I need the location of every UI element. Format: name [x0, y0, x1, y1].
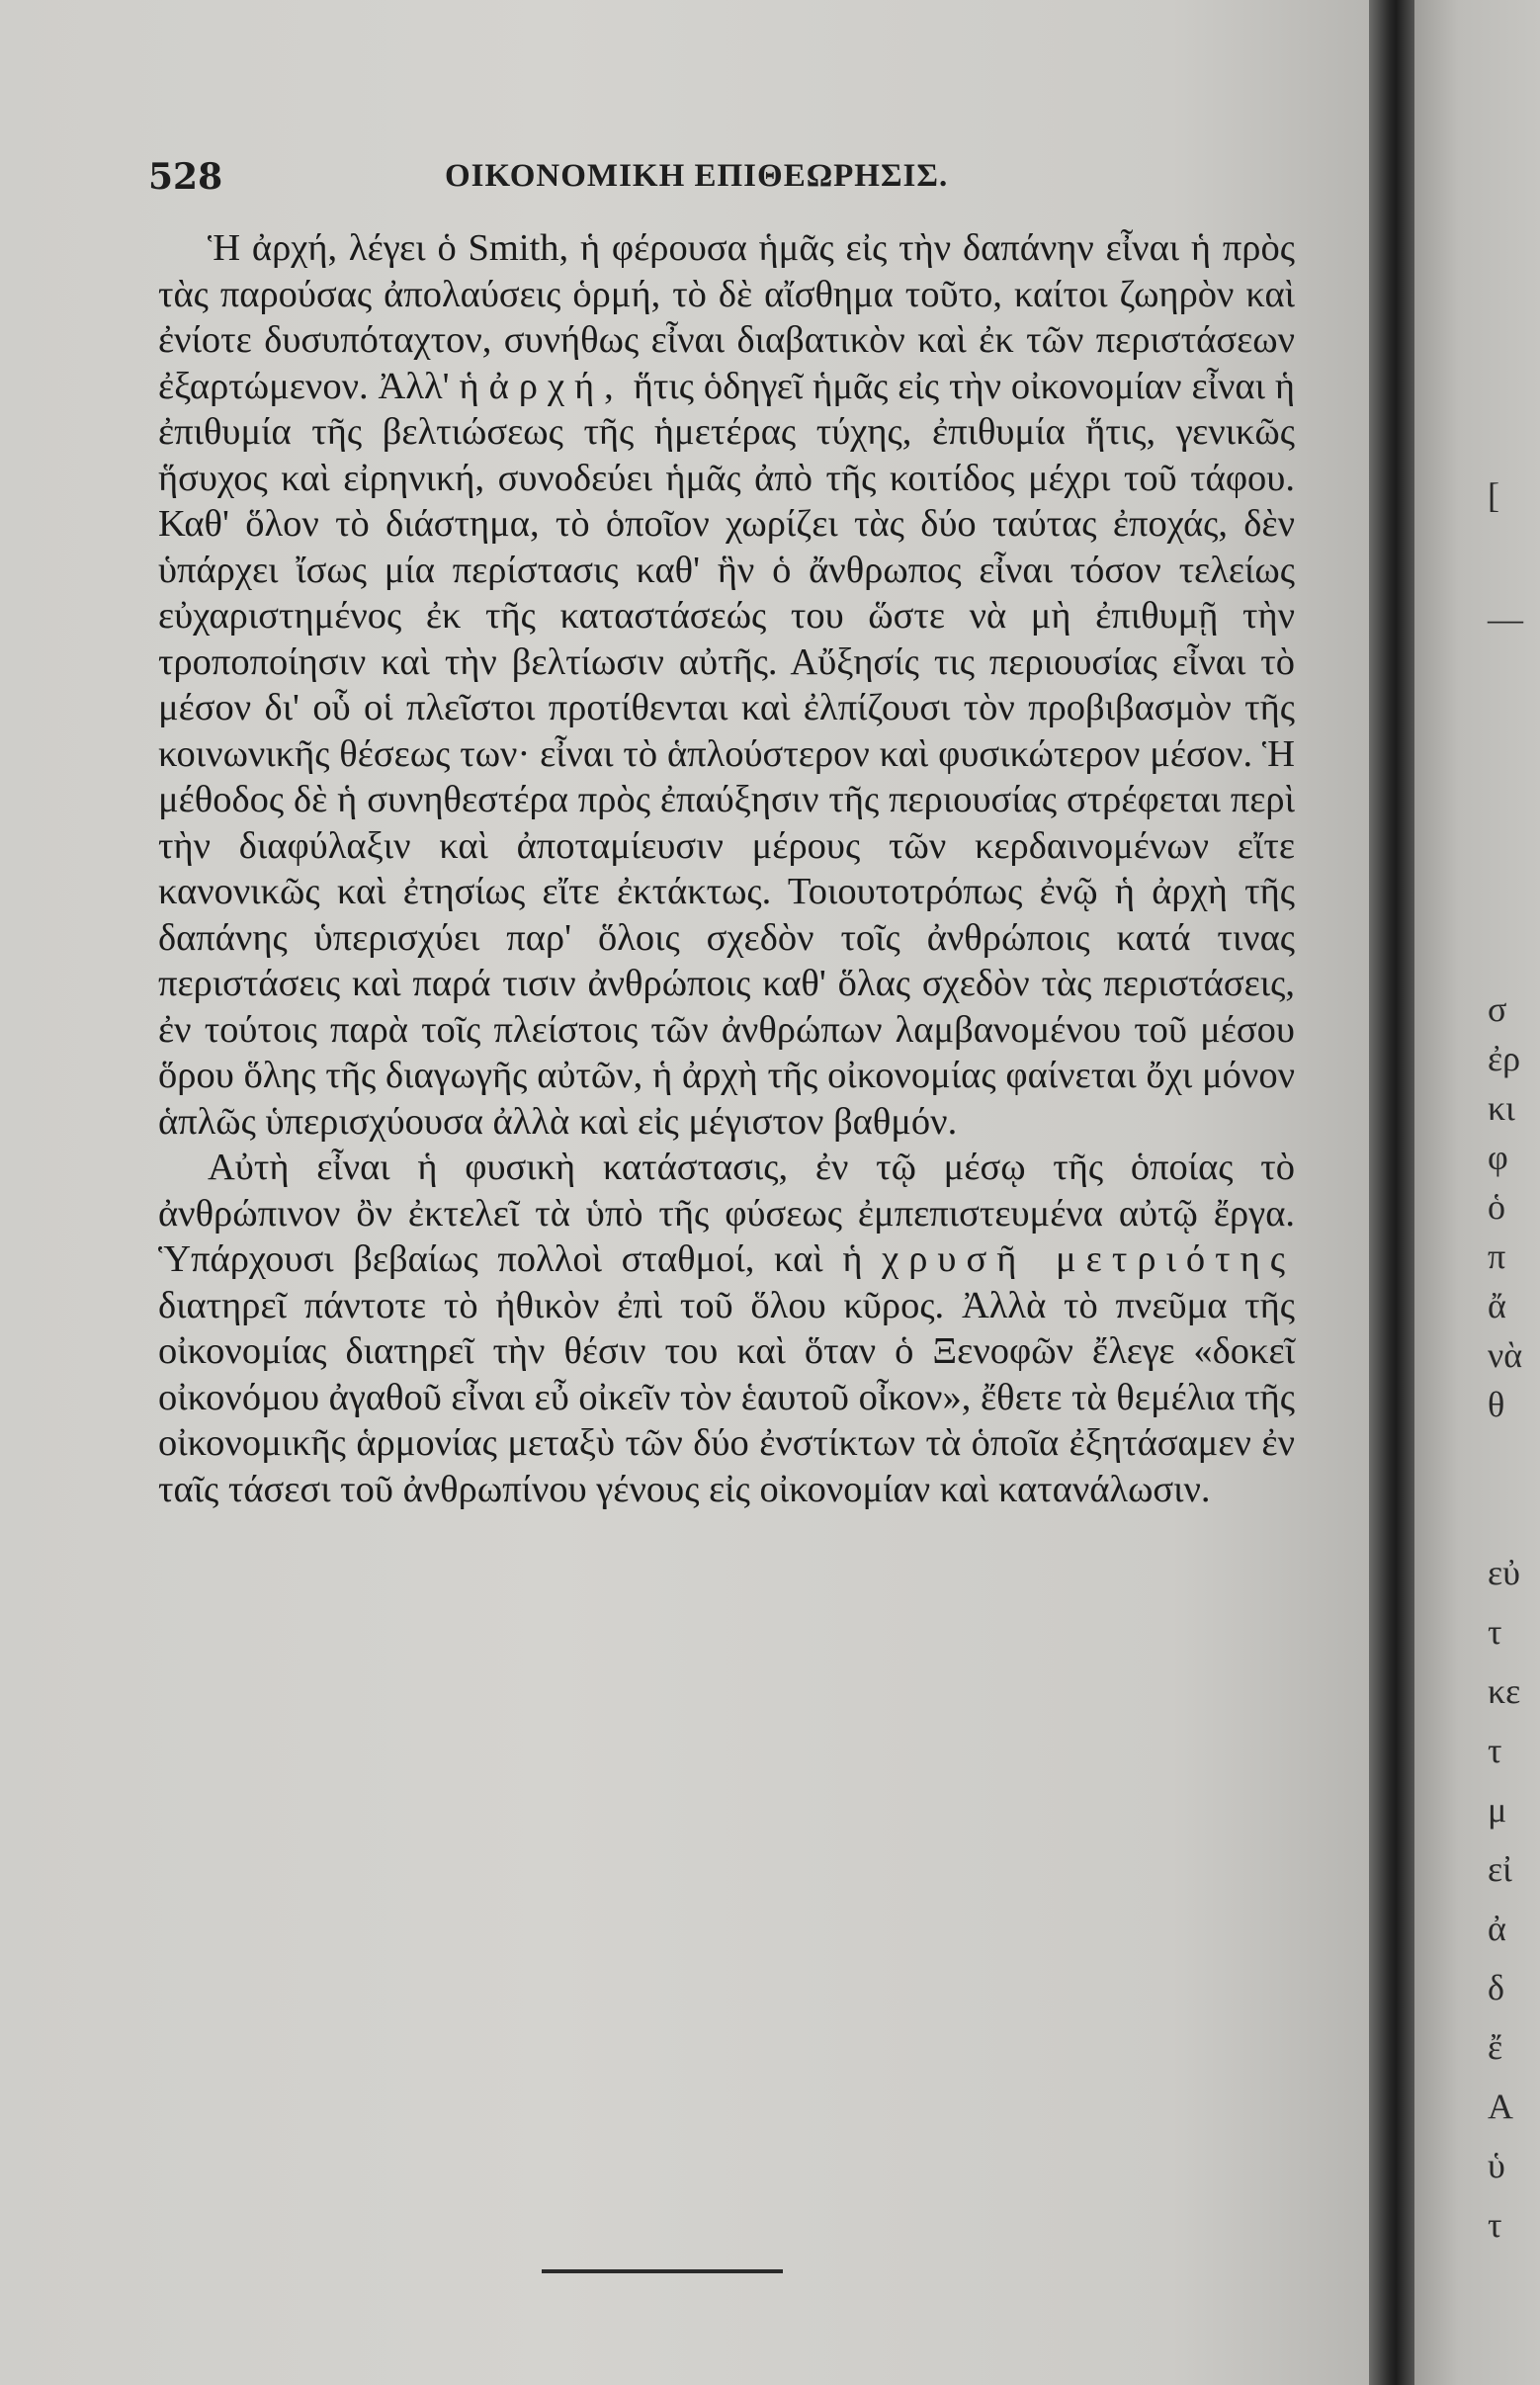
adjacent-fragment: κε [1488, 1671, 1521, 1711]
adjacent-fragment: [ [1488, 475, 1499, 515]
page-header [148, 148, 1008, 208]
running-title: ΟΙΚΟΝΟΜΙΚΗ ΕΠΙΘΕΩΡΗΣΙΣ. [445, 158, 949, 194]
adjacent-fragment: ἐρ [1488, 1039, 1521, 1078]
adjacent-fragment: ὑ [1488, 2146, 1505, 2185]
adjacent-fragment: — [1488, 599, 1523, 639]
adjacent-fragment: τ [1488, 1731, 1502, 1770]
adjacent-fragment: κι [1488, 1088, 1515, 1128]
adjacent-fragment: εὐ [1488, 1553, 1520, 1592]
emphasized-term-golden-mean: χρυσῆ μετριότης [882, 1238, 1295, 1280]
book-gutter [1369, 0, 1414, 2385]
paragraph-2-text-a: Αὐτὴ εἶναι ἡ φυσικὴ κατάστασις, ἐν τῷ μέσῳ τῆς ὁποίας τὸ ἀνθρώπινον ὂν ἐκτελεῖ τὰ ὑπὸ τῆς φύσεως ἐμπεπιστευμένα αὐτῷ ἔργα. Ὑπάρχουσι βεβαίως πολλοὶ σταθμοί, καὶ ἡ [158, 1147, 1295, 1280]
adjacent-fragment: μ [1488, 1790, 1507, 1830]
paragraph-1 [158, 225, 1295, 1145]
adjacent-fragment: ἀ [1488, 1909, 1506, 1948]
adjacent-fragment: π [1488, 1236, 1506, 1276]
paragraph-1-text-a: Ἡ ἀρχή, λέγει ὁ Smith, ἡ φέρουσα ἡμᾶς εἰς τὴν δαπάνην εἶναι ἡ πρὸς τὰς παρούσας ἀπολαύσεις ὁρμή, τὸ δὲ αἴσθημα τοῦτο, καίτοι ζωηρὸν καὶ ἐνίοτε δυσυπόταχτον, συνήθως εἶναι διαβατικὸν καὶ ἐκ τῶν περιστάσεων ἐξαρτώμενον. Ἀλλ' ἡ [158, 227, 1295, 407]
adjacent-fragment: νὰ [1488, 1335, 1523, 1375]
adjacent-fragment: εἰ [1488, 1849, 1512, 1889]
adjacent-fragment: φ [1488, 1138, 1508, 1177]
adjacent-fragment: ἄ [1488, 1286, 1506, 1325]
adjacent-fragment: τ [1488, 1612, 1502, 1652]
adjacent-fragment: ἔ [1488, 2027, 1503, 2067]
adjacent-fragment: ὁ [1488, 1187, 1505, 1227]
adjacent-fragment: σ [1488, 989, 1507, 1029]
section-end-rule [542, 2269, 783, 2273]
adjacent-fragment: τ [1488, 2205, 1502, 2245]
emphasized-term-arche: ἀρχή, [488, 365, 624, 407]
page-body [158, 225, 1295, 1512]
adjacent-fragment: θ [1488, 1385, 1505, 1424]
page-number: 528 [148, 156, 223, 198]
adjacent-page [1414, 0, 1540, 2385]
adjacent-fragment: δ [1488, 1968, 1504, 2007]
paragraph-2 [158, 1145, 1295, 1512]
paragraph-1-text-b: ἥτις ὁδηγεῖ ἡμᾶς εἰς τὴν οἰκονομίαν εἶναι ἡ ἐπιθυμία τῆς βελτιώσεως τῆς ἡμετέρας τύχης, ἐπιθυμία ἥτις, γενικῶς ἥσυχος καὶ εἰρηνική, συνοδεύει ἡμᾶς ἀπὸ τῆς κοιτίδος μέχρι τοῦ τάφου. Καθ' ὅλον τὸ διάστημα, τὸ ὁποῖον χωρίζει τὰς δύο ταύτας ἐποχάς, δὲν ὑπάρχει ἴσως μία περίστασις καθ' ἣν ὁ ἄνθρωπος εἶναι τόσον τελείως εὐχαριστημένος ἐκ τῆς καταστάσεώς του ὥστε νὰ μὴ ἐπιθυμῇ τὴν τροποποίησιν καὶ τὴν βελτίωσιν αὐτῆς. Αὔξησίς τις περιουσίας εἶναι τὸ μέσον δι' οὗ οἱ πλεῖστοι προτίθενται καὶ ἐλπίζουσι τὸν προβιβασμὸν τῆς κοινωνικῆς θέσεως των· εἶναι τὸ ἁπλούστερον καὶ φυσικώτερον μέσον. Ἡ μέθοδος δὲ ἡ συνηθεστέρα πρὸς ἐπαύξησιν τῆς περιουσίας στρέφεται περὶ τὴν διαφύλαξιν καὶ ἀποταμίευσιν μέρους τῶν κερδαινομένων εἴτε κανονικῶς καὶ ἐτησίως εἴτε ἐκτάκτως. Τοιουτοτρόπως ἐνῷ ἡ ἀρχὴ τῆς δαπάνης ὑπερισχύει παρ' ὅλοις σχεδὸν τοῖς ἀνθρώποις κατά τινας περιστάσεις καὶ παρά τισιν ἀνθρώποις καθ' ὅλας σχεδὸν τὰς περιστάσεις, ἐν τούτοις παρὰ τοῖς πλείστοις τῶν ἀνθρώπων λαμβανομένου τοῦ μέσου ὅρου ὅλης τῆς διαγωγῆς αὐτῶν, ἡ ἀρχὴ τῆς οἰκονομίας φαίνεται ὄχι μόνον ἁπλῶς ὑπερισχύουσα ἀλλὰ καὶ εἰς μέγιστον βαθμόν. [158, 365, 1296, 1143]
paragraph-2-text-b: διατηρεῖ πάντοτε τὸ ἠθικὸν ἐπὶ τοῦ ὅλου κῦρος. Ἀλλὰ τὸ πνεῦμα τῆς οἰκονομίας διατηρεῖ τὴν θέσιν του καὶ ὅταν ὁ Ξενοφῶν ἔλεγε «δοκεῖ οἰκονόμου ἀγαθοῦ εἶναι εὖ οἰκεῖν τὸν ἑαυτοῦ οἶκον», ἔθετε τὰ θεμέλια τῆς οἰκονομικῆς ἁρμονίας μεταξὺ τῶν δύο ἐνστίκτων τὰ ὁποῖα ἐξητάσαμεν ἐν ταῖς τάσεσι τοῦ ἀνθρωπίνου γένους εἰς οἰκονομίαν καὶ κατανάλωσιν. [158, 1284, 1295, 1510]
adjacent-fragment: Α [1488, 2087, 1513, 2126]
